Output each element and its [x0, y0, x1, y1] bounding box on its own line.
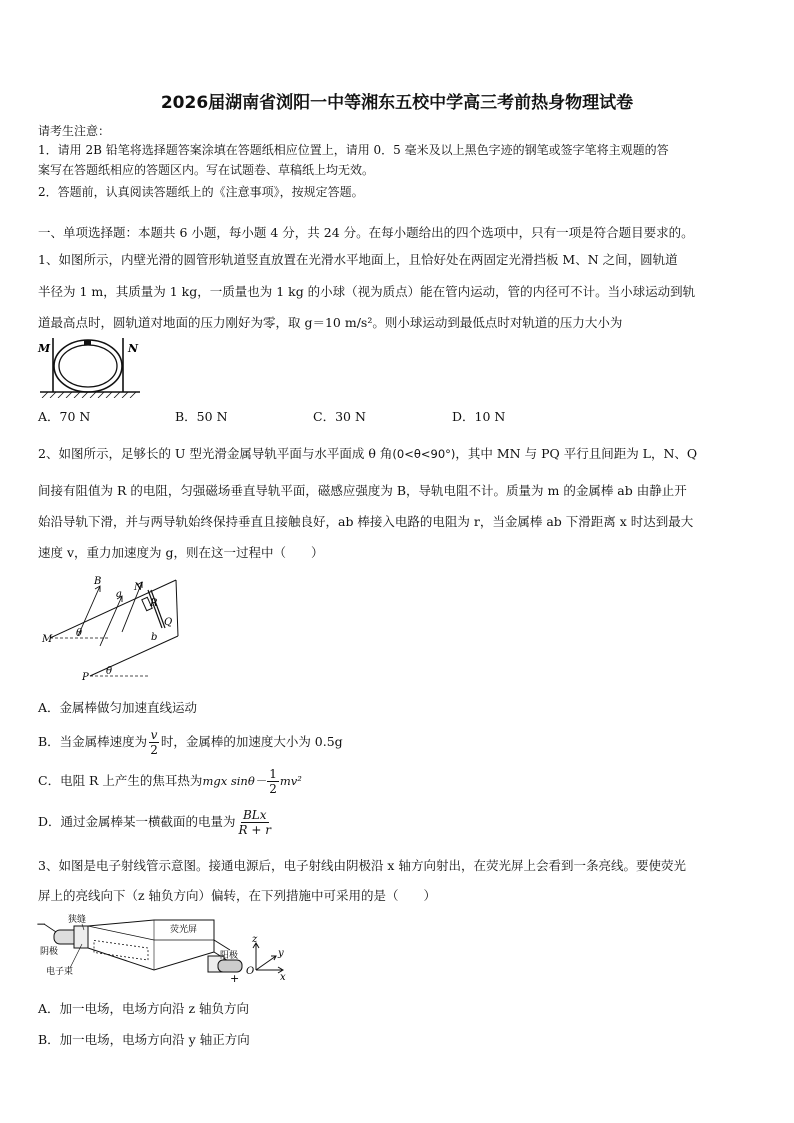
q2-text-line-3: 始沿导轨下滑，并与两导轨始终保持垂直且接触良好，ab 棒接入电路的电阻为 r，当金属棒 ab 下滑距离 x 时达到最大	[38, 514, 694, 529]
q1-option-c: C．30 N	[313, 409, 366, 424]
q1-figure	[36, 336, 146, 398]
q3-fig-axis-y: y	[278, 948, 284, 959]
q2-option-c-expr-1: mgx sinθ－	[202, 774, 267, 788]
q2-fig-label-b: B	[94, 576, 102, 587]
q2-option-c-expr-2: mv²	[279, 774, 302, 788]
q2-option-b-pre: B．当金属棒速度为	[38, 734, 148, 749]
q3-text-line-2: 屏上的亮线向下（z 轴负方向）偏转，在下列措施中可采用的是（ ）	[38, 888, 437, 903]
q3-option-a: A．加一电场，电场方向沿 z 轴负方向	[38, 1001, 250, 1016]
q2-text-line-1a: 2、如图所示，足够长的 U 型光滑金属导轨平面与水平面成 θ 角	[38, 446, 393, 461]
q3-fig-label-beam: 电子束	[46, 967, 74, 977]
notice-item-1-line-2: 案写在答题纸相应的答题区内。写在试题卷、草稿纸上均无效。	[38, 163, 375, 177]
q1-text-line-2: 半径为 1 m，其质量为 1 kg，一质量也为 1 kg 的小球（视为质点）能在管内运动，管的内径可不计。当小球运动到轨	[38, 284, 696, 299]
q1-text-line-3: 道最高点时，圆轨道对地面的压力刚好为零，取 g＝10 m/s²。则小球运动到最低点时对轨道的压力大小为	[38, 315, 623, 330]
q2-text-line-2: 间接有阻值为 R 的电阻，匀强磁场垂直导轨平面，磁感应强度为 B，导轨电阻不计。质量为 m 的金属棒 ab 由静止开	[38, 483, 687, 498]
q3-fig-label-screen: 荧光屏	[170, 925, 198, 935]
q3-fig-label-slit: 狭缝	[68, 915, 87, 925]
q1-fig-label-m: M	[38, 342, 51, 355]
q2-fig-label-p: P	[82, 672, 89, 682]
q2-option-c-fraction: $\frac{1}{2}$	[269, 767, 277, 796]
q2-text-line-4: 速度 v，重力加速度为 g，则在这一过程中（ ）	[38, 545, 324, 560]
q2-fig-label-b-lower: b	[151, 632, 158, 643]
q1-fig-label-n: N	[128, 342, 139, 355]
q2-figure	[38, 570, 188, 682]
q2-option-b	[38, 728, 343, 757]
q2-option-d-pre: D．通过金属棒某一横截面的电量为	[38, 814, 236, 829]
q3-fig-plus: +	[230, 972, 240, 985]
q3-fig-label-anode: 阳极	[220, 951, 239, 961]
q2-text-line-1c: ，其中 MN 与 PQ 平行且间距为 L，N、Q	[455, 446, 698, 461]
q2-fig-label-q: Q	[164, 617, 173, 628]
q1-text-line-1: 1、如图所示，内壁光滑的圆管形轨道竖直放置在光滑水平地面上，且恰好处在两固定光滑挡板 M、N 之间，圆轨道	[38, 252, 678, 267]
q3-fig-minus: −	[36, 917, 47, 931]
section-heading: 一、单项选择题：本题共 6 小题，每小题 4 分，共 24 分。在每小题给出的四个选项中，只有一项是符合题目要求的。	[38, 225, 694, 240]
q2-fig-label-r: R	[150, 598, 158, 609]
q3-fig-axis-z: z	[252, 934, 258, 945]
page-title: 2026届湖南省浏阳一中等湘东五校中学高三考前热身物理试卷	[160, 93, 634, 113]
q2-option-d	[38, 808, 274, 837]
q1-option-a: A．70 N	[38, 409, 91, 424]
ball-icon	[84, 340, 91, 345]
notice-item-2: 2．答题前，认真阅读答题纸上的《注意事项》，按规定答题。	[38, 185, 364, 199]
q2-fig-label-n: N	[134, 582, 143, 593]
q2-fig-label-theta-1: θ	[76, 628, 83, 639]
q3-figure	[34, 910, 294, 992]
q2-option-c	[38, 767, 302, 796]
q2-fig-label-a: a	[116, 589, 122, 600]
q2-text-line-1	[38, 444, 697, 462]
q3-text-line-1: 3、如图是电子射线管示意图。接通电源后，电子射线由阴极沿 x 轴方向射出，在荧光屏上会看到一条亮线。要使荧光	[38, 858, 686, 873]
notice-item-1-line-1: 1．请用 2B 铅笔将选择题答案涂填在答题纸相应位置上，请用 0．5 毫米及以上黑色字迹的钢笔或签字笔将主观题的答	[38, 143, 669, 157]
q1-option-b: B．50 N	[175, 409, 228, 424]
q2-option-c-pre: C．电阻 R 上产生的焦耳热为	[38, 773, 203, 788]
q1-option-d: D．10 N	[452, 409, 506, 424]
q3-fig-label-cathode: 阴极	[40, 947, 59, 957]
q3-fig-origin: O	[246, 966, 255, 977]
q2-option-b-post: 时，金属棒的加速度大小为 0.5g	[160, 734, 343, 749]
notice-heading: 请考生注意：	[38, 124, 111, 138]
q3-fig-axis-x: x	[280, 972, 286, 983]
q2-fig-label-m: M	[42, 634, 53, 645]
q3-option-b: B．加一电场，电场方向沿 y 轴正方向	[38, 1032, 250, 1047]
q2-option-a: A．金属棒做匀加速直线运动	[38, 700, 198, 715]
q2-fig-label-theta-2: θ	[106, 666, 113, 677]
q2-angle-range: (0<θ<90°)	[392, 447, 456, 461]
q2-option-d-fraction: $\frac{\text{BLx}}{R + r}$	[238, 808, 271, 837]
q2-option-b-fraction: $\frac{v}{2}$	[150, 728, 158, 757]
